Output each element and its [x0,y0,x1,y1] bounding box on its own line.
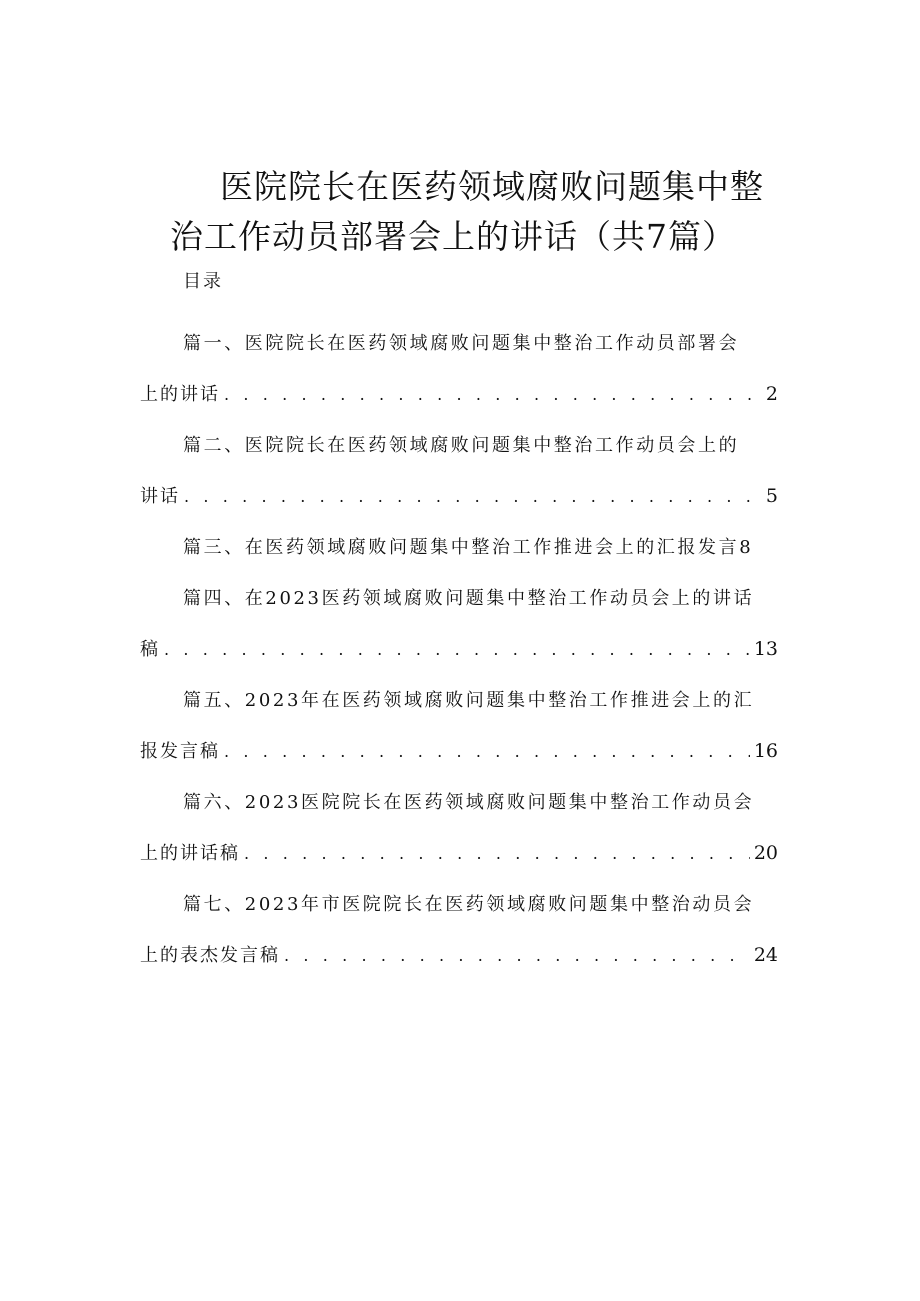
dot-leader [164,624,750,675]
toc-entry-5[interactable] [140,675,778,777]
document-title [140,162,800,262]
toc-entry-title-continued: 讲话 [140,486,180,507]
toc-page-number: 16 [753,740,778,762]
toc-entry-2[interactable] [140,420,778,522]
toc-entry-3[interactable] [140,522,778,573]
toc-entry-title-continued: 上的讲话稿 [140,843,240,864]
toc-entry-title: 篇五、2023年在医药领域腐败问题集中整治工作推进会上的汇 [183,690,755,711]
toc-entry-6[interactable] [140,777,778,879]
toc-heading: 目录 [183,271,223,292]
dot-leader [224,726,750,777]
toc-entry-title: 篇四、在2023医药领域腐败问题集中整治工作动员会上的讲话 [183,588,755,609]
toc-entry-title-continued: 稿 [140,639,160,660]
toc-entry-title: 篇六、2023医院院长在医药领域腐败问题集中整治工作动员会 [183,792,755,813]
dot-leader [184,471,762,522]
toc-entry-title: 篇七、2023年市医院院长在医药领域腐败问题集中整治动员会 [183,894,755,915]
dot-leader [244,828,750,879]
toc-page-number: 20 [753,842,778,864]
toc-entry-title-continued: 上的表杰发言稿 [140,945,280,966]
toc-page-number: 5 [765,485,778,507]
dot-leader [284,930,750,981]
toc-entry-4[interactable] [140,573,778,675]
dot-leader [224,369,762,420]
toc-entry-title-continued: 报发言稿 [140,741,220,762]
table-of-contents [140,318,778,981]
toc-entry-title: 篇二、医院院长在医药领域腐败问题集中整治工作动员会上的 [183,435,740,456]
title-line-1: 医院院长在医药领域腐败问题集中整 [220,167,764,207]
title-line-2: 治工作动员部署会上的讲话（共7篇） [170,217,736,257]
toc-page-number: 24 [753,944,778,966]
toc-entry-title-continued: 上的讲话 [140,384,220,405]
toc-entry-1[interactable] [140,318,778,420]
toc-entry-title: 篇三、在医药领域腐败问题集中整治工作推进会上的汇报发言8 [183,537,754,558]
toc-entry-title: 篇一、医院院长在医药领域腐败问题集中整治工作动员部署会 [183,333,740,354]
toc-page-number: 2 [765,383,778,405]
toc-entry-7[interactable] [140,879,778,981]
toc-page-number: 13 [753,638,778,660]
